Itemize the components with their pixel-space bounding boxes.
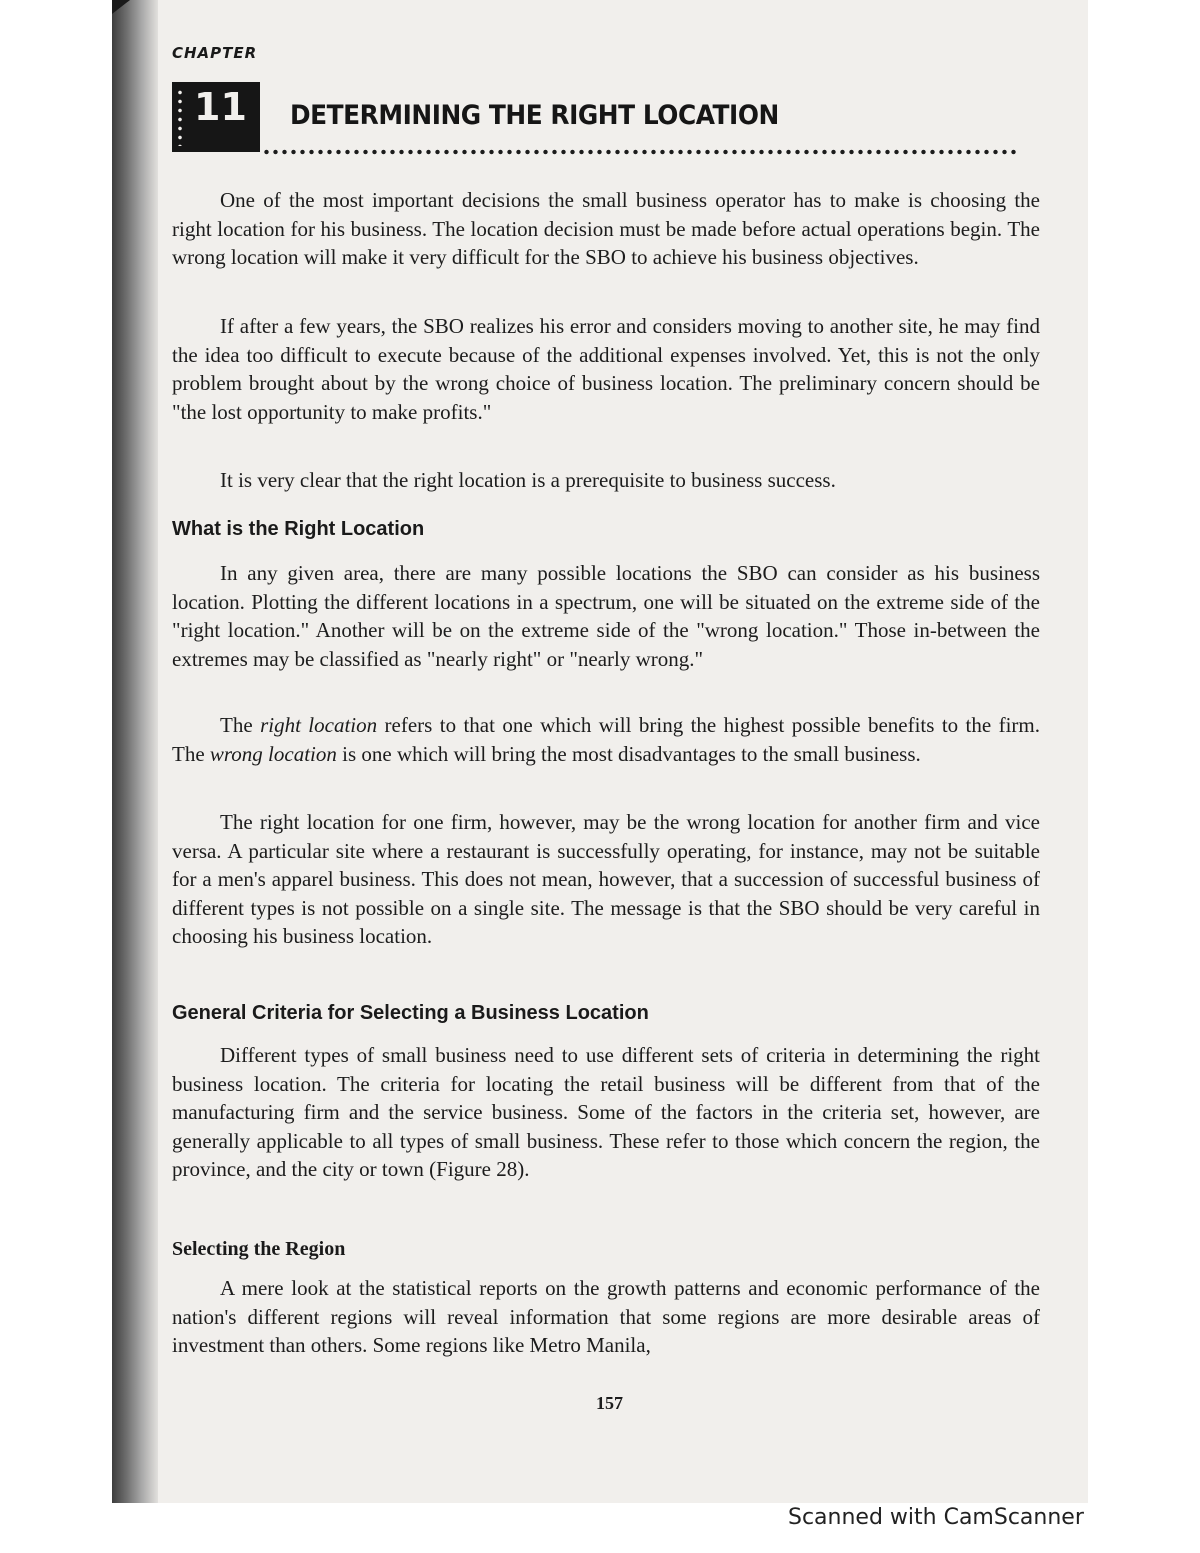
page-number: 157 bbox=[596, 1393, 623, 1413]
corner-mark bbox=[112, 0, 130, 14]
paragraph bbox=[172, 711, 1040, 768]
paragraph-text: The bbox=[220, 713, 261, 737]
term-wrong-location: wrong location bbox=[209, 741, 337, 766]
section-heading: Selecting the Region bbox=[172, 1238, 346, 1260]
paragraph-text: is one which will bring the most disadvantages to the small business. bbox=[336, 741, 921, 766]
paragraph: It is very clear that the right location is a prerequisite to business success. bbox=[220, 468, 836, 492]
chapter-label: CHAPTER bbox=[172, 44, 258, 62]
paragraph: A mere look at the statistical reports on the growth patterns and economic performance of the nation's different regions will reveal information that some regions are more desirable areas of investment than others. Some regions like Metro Manila, bbox=[172, 1276, 1040, 1357]
paragraph: In any given area, there are many possible locations the SBO can consider as his business location. Plotting the different locations in a spectrum, one will be situated on the extreme side of the "right location." Another will be on the extreme side of the "wrong location." Those in-between the extremes may be classified as "nearly right" or "nearly wrong." bbox=[172, 561, 1040, 671]
section-heading: General Criteria for Selecting a Business Location bbox=[172, 1002, 649, 1024]
paragraph: Different types of small business need to use different sets of criteria in determining the right business location. The criteria for locating the retail business will be different from that of the manufacturing firm and the service business. Some of the factors in the criteria set, however, are generally applicable to all types of small business. These refer to those which concern the region, the province, and the city or town (Figure 28). bbox=[172, 1043, 1040, 1181]
dotted-title-rule bbox=[262, 148, 1020, 156]
chapter-number-box bbox=[172, 82, 260, 152]
section-heading: What is the Right Location bbox=[172, 518, 425, 540]
scanner-watermark: Scanned with CamScanner bbox=[788, 1505, 1084, 1530]
chapter-title: DETERMINING THE RIGHT LOCATION bbox=[290, 100, 779, 131]
book-spine-shadow bbox=[112, 0, 158, 1503]
paragraph: One of the most important decisions the small business operator has to make is choosing the right location for his business. The location decision must be made before actual operations begin. The wrong location will make it very difficult for the SBO to achieve his business objectives. bbox=[172, 188, 1040, 269]
chapter-box-dots bbox=[177, 88, 183, 146]
term-right-location: right location bbox=[260, 713, 378, 737]
paragraph: The right location for one firm, however, may be the wrong location for another firm and vice versa. A particular site where a restaurant is successfully operating, for instance, may not be suitable for a men's apparel business. This does not mean, however, that a succession of successful business of different types is not possible on a single site. The message is that the SBO should be very careful in choosing his business location. bbox=[172, 810, 1040, 948]
paragraph: If after a few years, the SBO realizes his error and considers moving to another site, he may find the idea too difficult to execute because of the additional expenses involved. Yet, this is not the only problem brought about by the wrong choice of business location. The preliminary concern should be "the lost opportunity to make profits." bbox=[172, 314, 1040, 424]
chapter-number: 11 bbox=[194, 85, 247, 129]
paragraph-text: refers to that one which will bring the highest possible benefits to the firm. The bbox=[172, 713, 1041, 766]
